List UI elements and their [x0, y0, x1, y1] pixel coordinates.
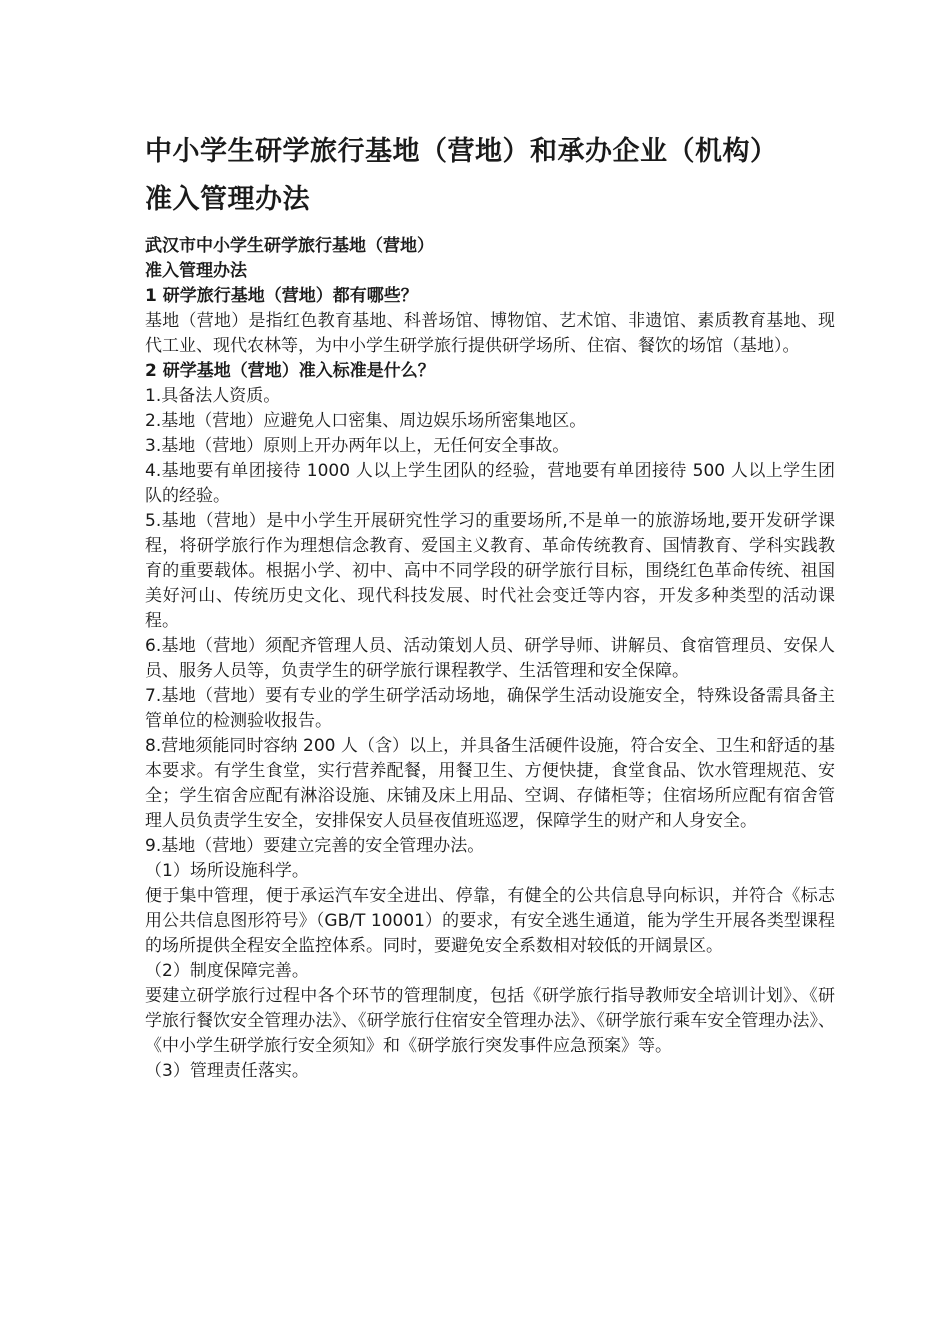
section-1-heading: 1 研学旅行基地（营地）都有哪些？ — [145, 286, 418, 306]
criteria-item-6: 6.基地（营地）须配齐管理人员、活动策划人员、研学导师、讲解员、食宿管理员、安保人员、服务人员等，负责学生的研学旅行课程教学、生活管理和安全保障。 — [145, 636, 835, 681]
document-title — [145, 128, 835, 224]
subsection-2-paragraph: 要建立研学旅行过程中各个环节的管理制度，包括《研学旅行指导教师安全培训计划》、《研学旅行餐饮安全管理办法》、《研学旅行住宿安全管理办法》、《研学旅行乘车安全管理办法》、《中小学生研学旅行安全须知》和《研学旅行突发事件应急预案》等。 — [145, 986, 835, 1056]
criteria-item-4: 4.基地要有单团接待 1000 人以上学生团队的经验，营地要有单团接待 500 人以上学生团队的经验。 — [145, 461, 835, 506]
subtitle-line-1: 武汉市中小学生研学旅行基地（营地） — [145, 236, 434, 256]
criteria-item-1: 1.具备法人资质。 — [145, 386, 281, 406]
criteria-item-2: 2.基地（营地）应避免人口密集、周边娱乐场所密集地区。 — [145, 411, 587, 431]
criteria-item-5: 5.基地（营地）是中小学生开展研究性学习的重要场所,不是单一的旅游场地,要开发研学课程，将研学旅行作为理想信念教育、爱国主义教育、革命传统教育、国情教育、学科实践教育的重要载体。根据小学、初中、高中不同学段的研学旅行目标，围绕红色革命传统、祖国美好河山、传统历史文化、现代科技发展、时代社会变迁等内容，开发多种类型的活动课程。 — [145, 511, 835, 631]
criteria-item-9: 9.基地（营地）要建立完善的安全管理办法。 — [145, 836, 485, 856]
criteria-item-3: 3.基地（营地）原则上开办两年以上，无任何安全事故。 — [145, 436, 570, 456]
subsection-1-paragraph: 便于集中管理，便于承运汽车安全进出、停靠，有健全的公共信息导向标识，并符合《标志用公共信息图形符号》（GB/T 10001）的要求，有安全逃生通道，能为学生开展各类型课程的场所提供全程安全监控体系。同时，要避免安全系数相对较低的开阔景区。 — [145, 886, 835, 956]
subsection-2-heading: （2）制度保障完善。 — [145, 961, 309, 981]
section-2-heading: 2 研学基地（营地）准入标准是什么？ — [145, 361, 435, 381]
subsection-3-heading: （3）管理责任落实。 — [145, 1061, 309, 1081]
document-body — [145, 128, 835, 1084]
title-line-2: 准入管理办法 — [145, 184, 310, 215]
subtitle-line-2: 准入管理办法 — [145, 261, 247, 281]
title-line-1: 中小学生研学旅行基地（营地）和承办企业（机构） — [145, 136, 778, 167]
criteria-item-8: 8.营地须能同时容纳 200 人（含）以上，并具备生活硬件设施，符合安全、卫生和舒适的基本要求。有学生食堂，实行营养配餐，用餐卫生、方便快捷，食堂食品、饮水管理规范、安全；学生宿舍应配有淋浴设施、床铺及床上用品、空调、存储柜等；住宿场所应配有宿舍管理人员负责学生安全，安排保安人员昼夜值班巡逻，保障学生的财产和人身安全。 — [145, 736, 835, 831]
subsection-1-heading: （1）场所设施科学。 — [145, 861, 309, 881]
section-1-paragraph: 基地（营地）是指红色教育基地、科普场馆、博物馆、艺术馆、非遗馆、素质教育基地、现代工业、现代农林等，为中小学生研学旅行提供研学场所、住宿、餐饮的场馆（基地）。 — [145, 311, 835, 356]
criteria-item-7: 7.基地（营地）要有专业的学生研学活动场地，确保学生活动设施安全，特殊设备需具备主管单位的检测验收报告。 — [145, 686, 835, 731]
